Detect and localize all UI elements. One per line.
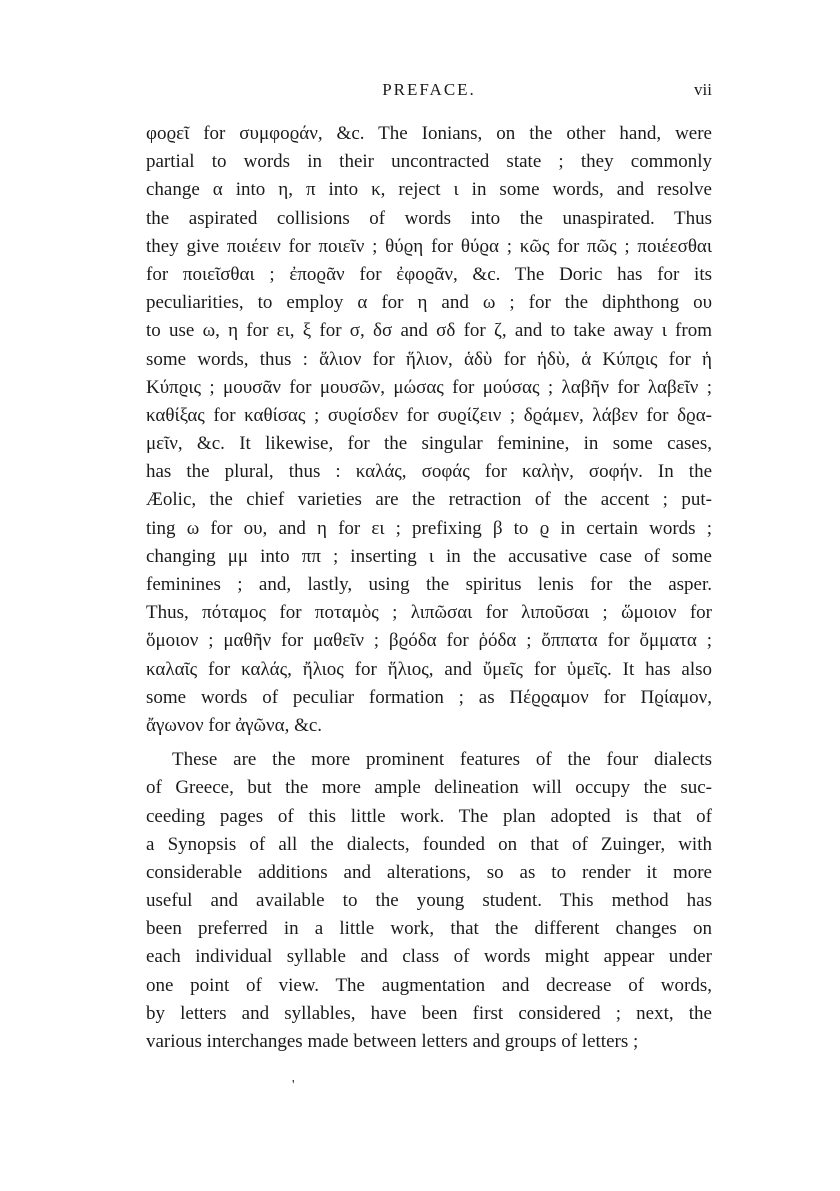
text-line: ting ω for ου, and η for ει ; prefixing β to ϱ in certain words ; xyxy=(146,517,712,539)
text-line: Thus, πόταμος for ποταμὸς ; λιπῶσαι for λιποῦσαι ; ὥμοιον for xyxy=(146,602,712,624)
text-line: one point of view. The augmentation and decrease of words, xyxy=(146,974,712,996)
text-line: ceeding pages of this little work. The plan adopted is that of xyxy=(146,805,712,827)
text-line: These are the more prominent features of the four dialects xyxy=(172,749,712,771)
text-line: φοϱεῖ for συμφοϱάν, &c. The Ionians, on the other hand, were xyxy=(146,123,712,144)
text-line: changing μμ into ππ ; inserting ι in the accusative case of some xyxy=(146,545,712,567)
text-line: some words, thus : ἅλιον for ἥλιον, ἁδὺ for ἡδὺ, ἁ Κύπϱις for ἡ xyxy=(146,348,712,370)
text-line: the aspirated collisions of words into the unaspirated. Thus xyxy=(146,207,712,229)
text-line: Æolic, the chief varieties are the retraction of the accent ; put- xyxy=(146,489,712,511)
running-title: PREFACE. xyxy=(382,80,476,99)
text-line: considerable additions and alterations, so as to render it more xyxy=(146,861,712,883)
text-line: for ποιεῖσθαι ; ἐποϱᾶν for ἐφοϱᾶν, &c. The Doric has for its xyxy=(146,263,712,285)
text-line: of Greece, but the more ample delineation will occupy the suc- xyxy=(146,777,712,799)
text-line: a Synopsis of all the dialects, founded on that of Zuinger, with xyxy=(146,833,712,855)
text-line: Κύπϱις ; μουσᾶν for μουσῶν, μώσας for μούσας ; λαβῆν for λαβεῖν ; xyxy=(146,376,712,398)
text-line: feminines ; and, lastly, using the spiritus lenis for the asper. xyxy=(146,574,712,595)
text-line: καθίξας for καθίσας ; συϱίσδεν for συϱίζειν ; δϱάμεν, λάβεν for δϱα- xyxy=(146,404,712,426)
page-header xyxy=(146,80,712,110)
text-line: ἄγωνον for ἀγῶνα, &c. xyxy=(146,714,323,736)
text-line: change α into η, π into κ, reject ι in some words, and resolve xyxy=(146,179,712,201)
text-line: each individual syllable and class of words might appear under xyxy=(146,946,712,968)
text-line: μεῖν, &c. It likewise, for the singular feminine, in some cases, xyxy=(146,433,712,455)
body-text xyxy=(146,120,712,1056)
footer-mark: ' xyxy=(292,1078,295,1093)
text-line: by letters and syllables, have been first considered ; next, the xyxy=(146,1002,712,1024)
paragraph xyxy=(146,120,712,740)
paragraph xyxy=(146,746,712,1056)
text-line: some words of peculiar formation ; as Πέϱϱαμον for Πϱίαμον, xyxy=(146,686,712,708)
text-line: useful and available to the young student. This method has xyxy=(146,890,712,912)
text-line: has the plural, thus : καλάς, σοφάς for καλὴν, σοφήν. In the xyxy=(146,461,712,483)
text-line: been preferred in a little work, that the different changes on xyxy=(146,918,712,940)
text-line: they give ποιέειν for ποιεῖν ; θύϱη for θύϱα ; κῶς for πῶς ; ποιέεσθαι xyxy=(146,235,712,257)
text-line: καλαῖς for καλάς, ἤλιος for ἥλιος, and ὔμεῖς for ὑμεῖς. It has also xyxy=(146,658,712,680)
page-number: vii xyxy=(694,80,712,99)
text-line: partial to words in their uncontracted state ; they commonly xyxy=(146,151,712,173)
text-line: ὅμοιον ; μαθῆν for μαθεῖν ; βϱόδα for ῥόδα ; ὄππατα for ὄμματα ; xyxy=(146,630,712,652)
text-line: various interchanges made between letters and groups of letters ; xyxy=(146,1031,639,1052)
text-line: to use ω, η for ει, ξ for σ, δσ and σδ for ζ, and to take away ι from xyxy=(146,320,712,342)
text-line: peculiarities, to employ α for η and ω ; for the diphthong ου xyxy=(146,292,712,314)
